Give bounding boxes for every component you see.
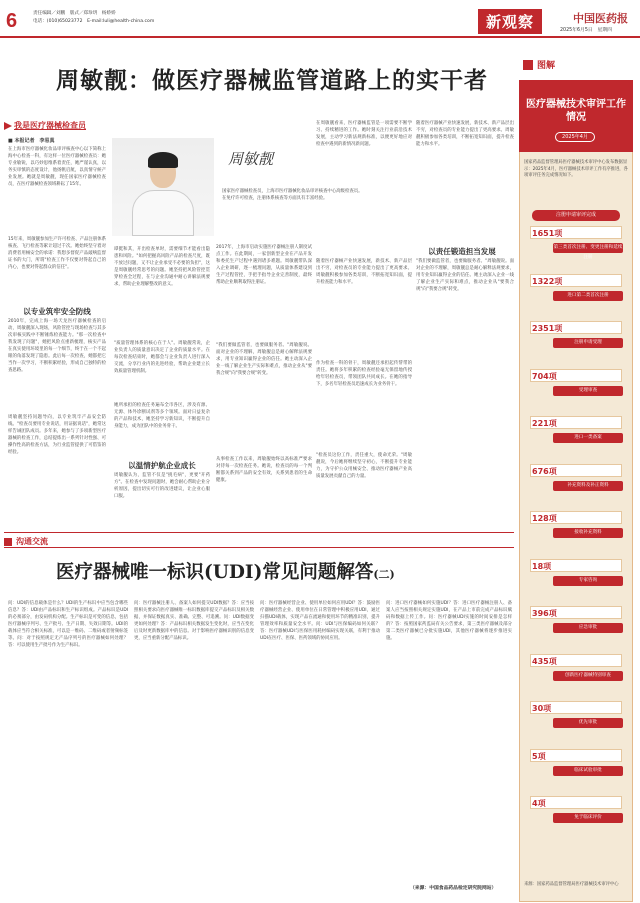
col1-para4: 周敏靓坚持问题导向，以专业筑牢产品安全防线。"检查员要用专业说话，用证据说话"，她常这样告诫团队成员。多年来，她参与了多项新型医疗器械的检查工作，总结提炼出一系列针对性强、可操作性高的检查方法，为行业监管提供了可借鉴的经验。 [8, 415, 106, 455]
sidebar-tag-icon [523, 60, 533, 70]
infographic-item-label: 临床试验审批 [553, 766, 623, 776]
infographic-title: 医疗器械技术审评工作情况 [526, 99, 626, 123]
signature: 周敏靓 [228, 150, 274, 168]
section-title: 新观察 [478, 9, 542, 34]
page-number: 6 [6, 10, 18, 32]
col4-para3: 作为检查一科的骨干，周敏靓还承担起传帮带的责任。她将多年积累的检查经验毫无保留地传授给年轻检查员，带领团队共同成长。在她的指导下，多名年轻检查员迅速成长为业务骨干。 [316, 361, 412, 387]
infographic-item-count: 1322项 [532, 277, 563, 286]
col3-para2: "我们要做监管者，也要做服务者。"周敏靓说。面对企业的不理解，周敏靓总是耐心解释法规要求，用专业知识赢得企业的信任。她主动深入企业一线了解企业生产实际和难点，推动企业从"要我合规"向"我要合规"转变。 [216, 343, 312, 376]
infographic-item-label: 免于临床评价 [553, 813, 623, 823]
infographic-item-label: 应急审批 [553, 623, 623, 633]
col2-para4: 周敏靓认为，监管不仅是"挑毛病"，更要"开药方"。在检查中发现问题时，她会耐心帮助企业分析原因，提出切实可行的改进建议，让企业心服口服。 [114, 473, 210, 499]
infographic-item-count: 5项 [532, 752, 546, 761]
infographic-panel [519, 80, 633, 902]
col2-para3: 她所承担的检查任务遍布全市各区，涉及有源、无源、体外诊断试剂等多个领域。面对日益复杂的产品和技术，她坚持学习新知识，不断提升自身能力，成为团队中的业务骨干。 [114, 403, 210, 429]
header-rule [0, 36, 640, 38]
portrait-hair [148, 152, 178, 168]
subhead-2: 以温情护航企业成长 [128, 461, 196, 470]
column-tag-label: 我是医疗器械检查员 [14, 121, 86, 130]
infographic-item-label: 注册申请受理 [553, 338, 623, 348]
column-tag-2-label: 沟通交流 [16, 537, 48, 546]
infographic-item-label: 进口一类备案 [553, 433, 623, 443]
col4-para2: 随着医疗器械产业快速发展，新技术、新产品层出不穷，对检查员的专业能力提出了更高要求。周敏靓积极参加各类培训，不断拓宽知识面，提升检查能力和水平。 [316, 259, 412, 285]
subhead-3: 以责任锻造担当发展 [428, 247, 496, 256]
col3-para1: 2017年，上海市启动实施医疗器械注册人制度试点工作。在此期间，一家创新型企业在产品开发和委托生产过程中遇到诸多难题。周敏靓带队深入企业调研，逐一梳理问题，从质量体系建设到生产过程管控，手把手指导企业完善制度，最终帮助企业顺利取得注册证。 [216, 245, 312, 285]
col2-para1: 谭挺和其，开出检查单时，需要细节才能看出隐患和风险。"如何把握高风险产品的检查尺度，既不放过问题，又不让企业承受不必要的负担"，这是周敏靓经常思考的问题。她坚持把风险管控贯穿检查全过程，在与企业沟通中耐心讲解法规要求，帮助企业理解整改的意义。 [114, 247, 210, 287]
infographic-item-label: 进口第二类首次注册 [553, 291, 623, 301]
article2-title: 医疗器械唯一标识(UDI)常见问题解答 [56, 562, 374, 583]
col4-para1: 在周敏靓看来，医疗器械监管是一项需要不断学习、持续精进的工作。她时刻关注行业前沿技术发展，主动学习新法规新标准，以便更好地应对检查中遇到的新情况新问题。 [316, 121, 412, 147]
sidebar-tag [519, 58, 633, 74]
infographic-item-label: 补充资料及补正资料 [553, 481, 623, 491]
tag-square-icon [4, 538, 12, 546]
article2-title-suffix: (二) [373, 568, 395, 581]
col1-para2: 15年来，周敏靓参加生产许可检查、产品注册体系核查、飞行检查等累计超过千次。她始终坚守着对消费者用械安全的承诺：我想多督促产品敲响监督证书的大门，所谓"检查工作不仅要对得起自己的内心，也要对得起群众的信任"。 [8, 237, 106, 270]
infographic-item-label: 优先审批 [553, 718, 623, 728]
infographic-item-label: 受理审查 [553, 386, 623, 396]
infographic-item-count: 2351项 [532, 324, 563, 333]
portrait-photo [112, 138, 214, 236]
infographic-item-count: 1651项 [532, 229, 563, 238]
article2-source: （来源：中国食品药品检定研究院网站） [410, 886, 497, 891]
article2-col1: 问：UDI的信息载体是什么？UDI的生产标识中应当包含哪些信息？答：UDI由产品标识和生产标识组成。产品标识是UDI的必须部分，由发码机构分配。生产标识是可变的信息，包括医疗器械序列号、生产批号、生产日期、失效日期等。UDI的载体应当符合相关标准，可以是一维码、二维码或者射频标签等。问：对于按照规定无产品序列号的医疗器械如何处理？答：可以使用生产批号作为生产标识。 [8, 601, 128, 648]
byline: ■ 本报记者 李易真 [8, 138, 55, 144]
infographic-block-title: 注册申请审评完成 [532, 210, 620, 221]
column-tag [4, 120, 94, 132]
infographic-item-count: 396项 [532, 609, 557, 618]
section-divider [4, 532, 514, 533]
col1-para1: 在上海市医疗器械化妆品审评核查中心以下简称上海中心检查一科，有这样一位医疗器械检查员：她专业敏锐，以巧妙思维系着责任，她严谨认真，以务实审慎的态度设计，他扬帆启航，以真情守候产业发展。她就是周敏靓，现任国家医疗器械检查员，在医疗器械检查领域耕耘了15年。 [8, 147, 106, 187]
article2-col3: 问：医疗器械经营企业、使用单位如何应用UDI？答：鼓励医疗器械经营企业、使用单位在日常管理中积极应用UDI，通过扫描UDI载体，实现产品在流通和使用环节的精准识别，提升管理效率和质量安全水平。问：UDI与医保编码如何关联？答：医疗器械UDI与医保医用耗材编码实现关联，有利于推动UDI在医疗、医保、医药领域的协同应用。 [260, 601, 380, 641]
photo-caption: 国家医疗器械检查员，上海市医疗器械化妆品审评核查中心高级检查员。在免疗许可检查，注册体系核查等方面具有丰富经验。 [222, 189, 363, 201]
col2-para2: "质量管理体系的核心在于人"。周敏靓常说，企业负责人的质量意识决定了企业的质量水平。在每次检查结束时，她都会与企业负责人进行深入交流，分享行业内的先进经验，帮助企业建立长效质量管理机制。 [114, 341, 210, 374]
infographic-footer: 来源：国家药品监督管理局医疗器械技术审评中心 [524, 882, 619, 887]
infographic-item-count: 18项 [532, 562, 552, 571]
article2-headline [56, 558, 395, 584]
page-header [0, 0, 640, 35]
infographic-item-count: 676项 [532, 467, 557, 476]
issue-date: 2025年6月5日 星期四 [560, 28, 612, 33]
subhead-1: 以专业筑牢安全防线 [23, 307, 91, 316]
infographic-item-label: 创新医疗器械特别审查 [553, 671, 623, 681]
infographic-item-count: 128项 [532, 514, 557, 523]
article2-col2: 问：医疗器械注册人、备案人如何提交UDI数据？答：应当按照相关要求向医疗器械唯一标识数据库提交产品标识及相关数据，并保证数据真实、准确、完整、可追溯。问：UDI数据变更如何处理？答：产品标识相关数据发生变化时，应当在变化后及时更新数据库中的信息。对于影响医疗器械识别的信息变更，应当重新分配产品标识。 [134, 601, 254, 641]
infographic-item-count: 435项 [532, 657, 557, 666]
paper-name: 中国医药报 [573, 12, 628, 25]
infographic-item-count: 704项 [532, 372, 557, 381]
tag-arrow-icon [4, 122, 12, 130]
col5-para1: 随着医疗器械产业快速发展，新技术、新产品层出不穷，对检查员的专业能力提出了更高要求。周敏靓积极参加各类培训，不断拓宽知识面，提升检查能力和水平。 [416, 121, 514, 147]
infographic-item-count: 30项 [532, 704, 552, 713]
col5-para2: "我们要做监管者，也要做服务者。"周敏靓说。面对企业的不理解，周敏靓总是耐心解释法规要求，用专业知识赢得企业的信任。她主动深入企业一线了解企业生产实际和难点，推动企业从"要我合规"向"我要合规"转变。 [416, 259, 514, 292]
col4-para4: "检查员这份工作，责任重大，使命光荣。"周敏靓说，今后她将继续坚守初心，不断提升专业能力，为守护公众用械安全、推动医疗器械产业高质量发展贡献自己的力量。 [316, 453, 412, 479]
tag-underline [4, 547, 514, 548]
portrait-body [132, 190, 194, 236]
article-headline: 周敏靓：做医疗器械监管道路上的实干者 [56, 67, 488, 94]
article2-col4: 问：进口医疗器械如何实施UDI？答：进口医疗器械注册人、备案人应当按照相关规定实施UDI，在产品上市前完成产品标识赋码和数据上传工作。问：医疗器械UDI实施的时间安排是怎样的？答：按照国家药监局有关公告要求，第三类医疗器械及部分第二类医疗器械已分批实施UDI，其他医疗器械将逐步推进实施。 [386, 601, 512, 641]
infographic-item-label: 专家咨询 [553, 576, 623, 586]
infographic-item-label: 第三类首次注册、变更注册和延续注册 [553, 245, 623, 260]
editor-credits: 责任编辑／刘鹏 版式／郑珍玥 杨娇娇 [33, 11, 116, 16]
infographic-item-label: 接收补充资料 [553, 528, 623, 538]
infographic-subtitle: 2025年4月 [555, 132, 595, 142]
sidebar-tag-label: 图解 [537, 61, 556, 71]
col3-para3: 从事检查工作以来，周敏靓始终以高标准严要求对待每一次检查任务。她说，检查员的每一个判断都关系到产品的安全有效，关系到患者的生命健康。 [216, 457, 312, 483]
infographic-intro: 国家药品监督管理局医疗器械技术审评中心发布数据显示：2025年4月，医疗器械技术审评工作有序推进，各项审评任务完成情况如下。 [524, 160, 628, 178]
infographic-item-count: 4项 [532, 799, 546, 808]
infographic-item-count: 221项 [532, 419, 557, 428]
col1-para3: 2010年，完成上海一场天龙医疗器械检查的启动，周敏靓深入现场，风险管控与现场检查与其多次审核实践中不断锤炼检查能力。"那一次检查中我发现了问题"，她把风险点重新梳理，核实产品在真实使用环境里的每一个细节，终于在一个不起眼的角落发现了隐患。此后每一次检查，她都把它当作一次学习，不断积累经验，形成自己独特的检查思路。 [8, 319, 106, 373]
contact-info: 电话：(010)65023772 E-mail:luli@health-china.com [33, 19, 155, 24]
